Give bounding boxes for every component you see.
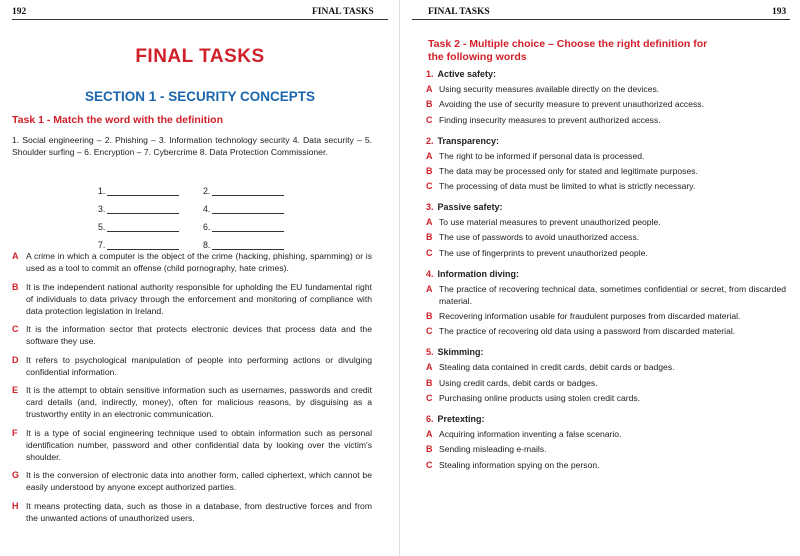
option-text: The use of passwords to avoid unauthorized access. [439, 232, 640, 243]
blank-number: 3. [98, 204, 106, 214]
blank-row [98, 232, 308, 250]
answer-blank[interactable] [98, 239, 203, 250]
answer-option[interactable] [426, 83, 786, 95]
definition-text: It is the conversion of electronic data into another form, called ciphertext, which cannot be easily understood by anyone except authorized parties. [26, 470, 372, 492]
option-text: The use of fingerprints to prevent unauthorized people. [439, 247, 648, 258]
section-title: SECTION 1 - SECURITY CONCEPTS [84, 89, 316, 104]
task2-title-line1: Task 2 - Multiple choice – Choose the right definition for [428, 38, 708, 50]
definition-letter: H [12, 500, 19, 511]
definition-item [12, 469, 372, 493]
blank-number: 4. [203, 204, 211, 214]
option-letter: C [426, 392, 433, 403]
definition-text: A crime in which a computer is the object of the crime (hacking, phishing, spamming) or is used as a tool to commit an offense (child pornography, hate crimes). [26, 251, 372, 273]
answer-blank[interactable] [203, 221, 308, 232]
definition-text: It refers to psychological manipulation of people into performing actions or divulging confidential information. [26, 354, 372, 377]
option-letter: B [426, 377, 433, 388]
question-term: Active safety: [437, 69, 497, 79]
definition-text: It is a type of social engineering technique used to obtain information such as personal identification number, password and other confidential data by looking over the victim's shoulder. [26, 427, 372, 462]
question-number: 4. [426, 268, 434, 279]
question-item [426, 68, 786, 126]
blank-line[interactable] [212, 221, 284, 232]
answer-option[interactable] [426, 310, 786, 322]
definition-letter: G [12, 470, 20, 480]
answer-option[interactable] [426, 216, 786, 228]
definition-letter: F [12, 427, 18, 438]
running-head-right: FINAL TASKS [428, 7, 490, 17]
option-text: Using credit cards, debit cards or badges. [439, 377, 598, 388]
blank-line[interactable] [212, 203, 284, 214]
option-text: Purchasing online products using stolen credit cards. [439, 392, 641, 403]
answer-option[interactable] [426, 165, 786, 177]
answer-blank[interactable] [203, 185, 308, 196]
question-heading [426, 135, 786, 148]
answer-option[interactable] [426, 459, 786, 471]
task1-word-list: 1. Social engineering – 2. Phishing – 3. Information technology security 4. Data security – 5. Shoulder surfing – 6. Encryption – 7. Cybercrime 8. Data Protection Commissioner. [12, 135, 372, 157]
blank-number: 6. [203, 222, 211, 232]
blank-line[interactable] [107, 239, 179, 250]
question-item [426, 346, 786, 404]
question-heading [426, 346, 786, 359]
option-letter: B [426, 444, 433, 455]
task1-title: Task 1 - Match the word with the definition [12, 114, 223, 126]
option-text: Using security measures available directly on the devices. [439, 84, 660, 94]
question-heading [426, 201, 786, 214]
definition-item [12, 384, 372, 420]
option-letter: A [426, 150, 433, 161]
definition-text: It is the attempt to obtain sensitive information such as usernames, passwords and credit card details (and, indirectly, money), often for malicious reasons, by disguising as a trustworthy entity in an electronic communication. [26, 385, 372, 419]
page-number-left: 192 [12, 7, 27, 17]
option-letter: C [426, 181, 433, 192]
option-text: To use material measures to prevent unauthorized people. [439, 217, 661, 228]
option-letter: A [426, 362, 433, 373]
option-letter: C [426, 114, 433, 125]
running-head-left: FINAL TASKS [312, 7, 374, 17]
option-letter: B [426, 99, 433, 110]
question-number: 2. [426, 135, 434, 146]
answer-option[interactable] [426, 114, 786, 126]
answer-option[interactable] [426, 283, 786, 307]
answer-blank[interactable] [98, 203, 203, 214]
question-term: Pretexting: [437, 413, 485, 424]
blank-row [98, 214, 308, 232]
option-letter: A [426, 217, 433, 228]
blank-number: 1. [98, 186, 106, 196]
option-text: Finding insecurity measures to prevent authorized access. [439, 114, 661, 125]
option-letter: C [426, 247, 433, 258]
answer-option[interactable] [426, 180, 786, 192]
blank-row [98, 178, 308, 196]
definition-text: It means protecting data, such as those in a database, from destructive forces and from the unwanted actions of unauthorized users. [26, 500, 372, 523]
question-item [426, 413, 786, 471]
page-title: FINAL TASKS [135, 46, 265, 67]
blank-number: 2. [203, 186, 211, 196]
answer-blank[interactable] [203, 203, 308, 214]
answer-blank[interactable] [98, 185, 203, 196]
option-text: Recovering information usable for fraudulent purposes from discarded material. [439, 311, 741, 322]
question-item [426, 201, 786, 259]
blank-number: 5. [98, 222, 106, 232]
blank-number: 8. [203, 240, 211, 250]
definition-letter: E [12, 385, 19, 395]
definition-item [12, 250, 372, 274]
question-heading [426, 413, 786, 426]
definition-item [12, 281, 372, 317]
question-number: 6. [426, 413, 434, 424]
option-text: Sending misleading e-mails. [439, 444, 547, 455]
blank-line[interactable] [212, 239, 284, 250]
question-term: Information diving: [437, 268, 520, 279]
option-letter: B [426, 311, 433, 322]
question-term: Skimming: [437, 347, 484, 358]
header-rule-left [12, 19, 388, 20]
question-number: 5. [426, 347, 434, 358]
question-heading [426, 68, 786, 81]
option-letter: C [426, 326, 433, 337]
answer-option[interactable] [426, 392, 786, 404]
definition-item [12, 354, 372, 378]
answer-option[interactable] [426, 361, 786, 373]
blank-line[interactable] [107, 185, 179, 196]
question-item [426, 268, 786, 338]
definition-item [12, 427, 372, 463]
task2-title [428, 38, 768, 64]
option-letter: B [426, 232, 433, 243]
question-number: 1. [426, 69, 434, 79]
definition-text: It is the independent national authority responsible for upholding the EU fundamental right of individuals to data privacy through the enforcement and monitoring of compliance with data protection legislation in Ireland. [26, 281, 372, 316]
definition-text: It is the information sector that protects electronic devices that process data and the software they use. [26, 324, 372, 346]
definition-letter: A [12, 251, 19, 261]
header-rule-right [412, 19, 790, 20]
task2-title-line2: the following words [428, 51, 527, 63]
definition-letter: B [12, 281, 19, 292]
page-number-right: 193 [772, 7, 787, 17]
option-text: The processing of data must be limited to what is strictly necessary. [439, 181, 696, 192]
option-text: The right to be informed if personal data is processed. [439, 150, 645, 161]
blank-number: 7. [98, 240, 106, 250]
blank-line[interactable] [107, 221, 179, 232]
option-letter: A [426, 428, 433, 439]
definitions-list [12, 250, 372, 530]
option-letter: C [426, 459, 433, 470]
question-heading [426, 268, 786, 281]
answer-option[interactable] [426, 377, 786, 389]
answer-option[interactable] [426, 443, 786, 455]
answer-option[interactable] [426, 150, 786, 162]
blank-row [98, 196, 308, 214]
question-term: Passive safety: [437, 202, 503, 213]
question-item [426, 135, 786, 193]
blank-line[interactable] [212, 185, 284, 196]
questions-list [426, 68, 786, 480]
answer-blank[interactable] [203, 239, 308, 250]
question-term: Transparency: [437, 135, 500, 146]
definition-letter: C [12, 324, 19, 334]
answer-option[interactable] [426, 98, 786, 110]
blank-line[interactable] [107, 203, 179, 214]
option-text: Stealing information spying on the person. [439, 459, 600, 470]
definition-item [12, 500, 372, 524]
option-text: Stealing data contained in credit cards, debit cards or badges. [439, 362, 675, 373]
answer-option[interactable] [426, 325, 786, 337]
option-text: Avoiding the use of security measure to prevent unauthorized access. [439, 99, 704, 110]
definition-item [12, 323, 372, 347]
option-letter: B [426, 165, 433, 176]
option-text: The data may be processed only for stated and legitimate purposes. [439, 165, 698, 176]
answer-option[interactable] [426, 231, 786, 243]
option-text: The practice of recovering old data using a password from discarded material. [439, 326, 736, 337]
answer-option[interactable] [426, 247, 786, 259]
answer-blanks [98, 178, 308, 250]
option-text: The practice of recovering technical data, sometimes confidential or secret, from discarded material. [439, 283, 786, 306]
option-letter: A [426, 283, 433, 294]
answer-blank[interactable] [98, 221, 203, 232]
option-text: Acquiring information inventing a false scenario. [439, 428, 622, 439]
option-letter: A [426, 84, 433, 94]
definition-letter: D [12, 354, 19, 365]
answer-option[interactable] [426, 428, 786, 440]
question-number: 3. [426, 202, 434, 213]
